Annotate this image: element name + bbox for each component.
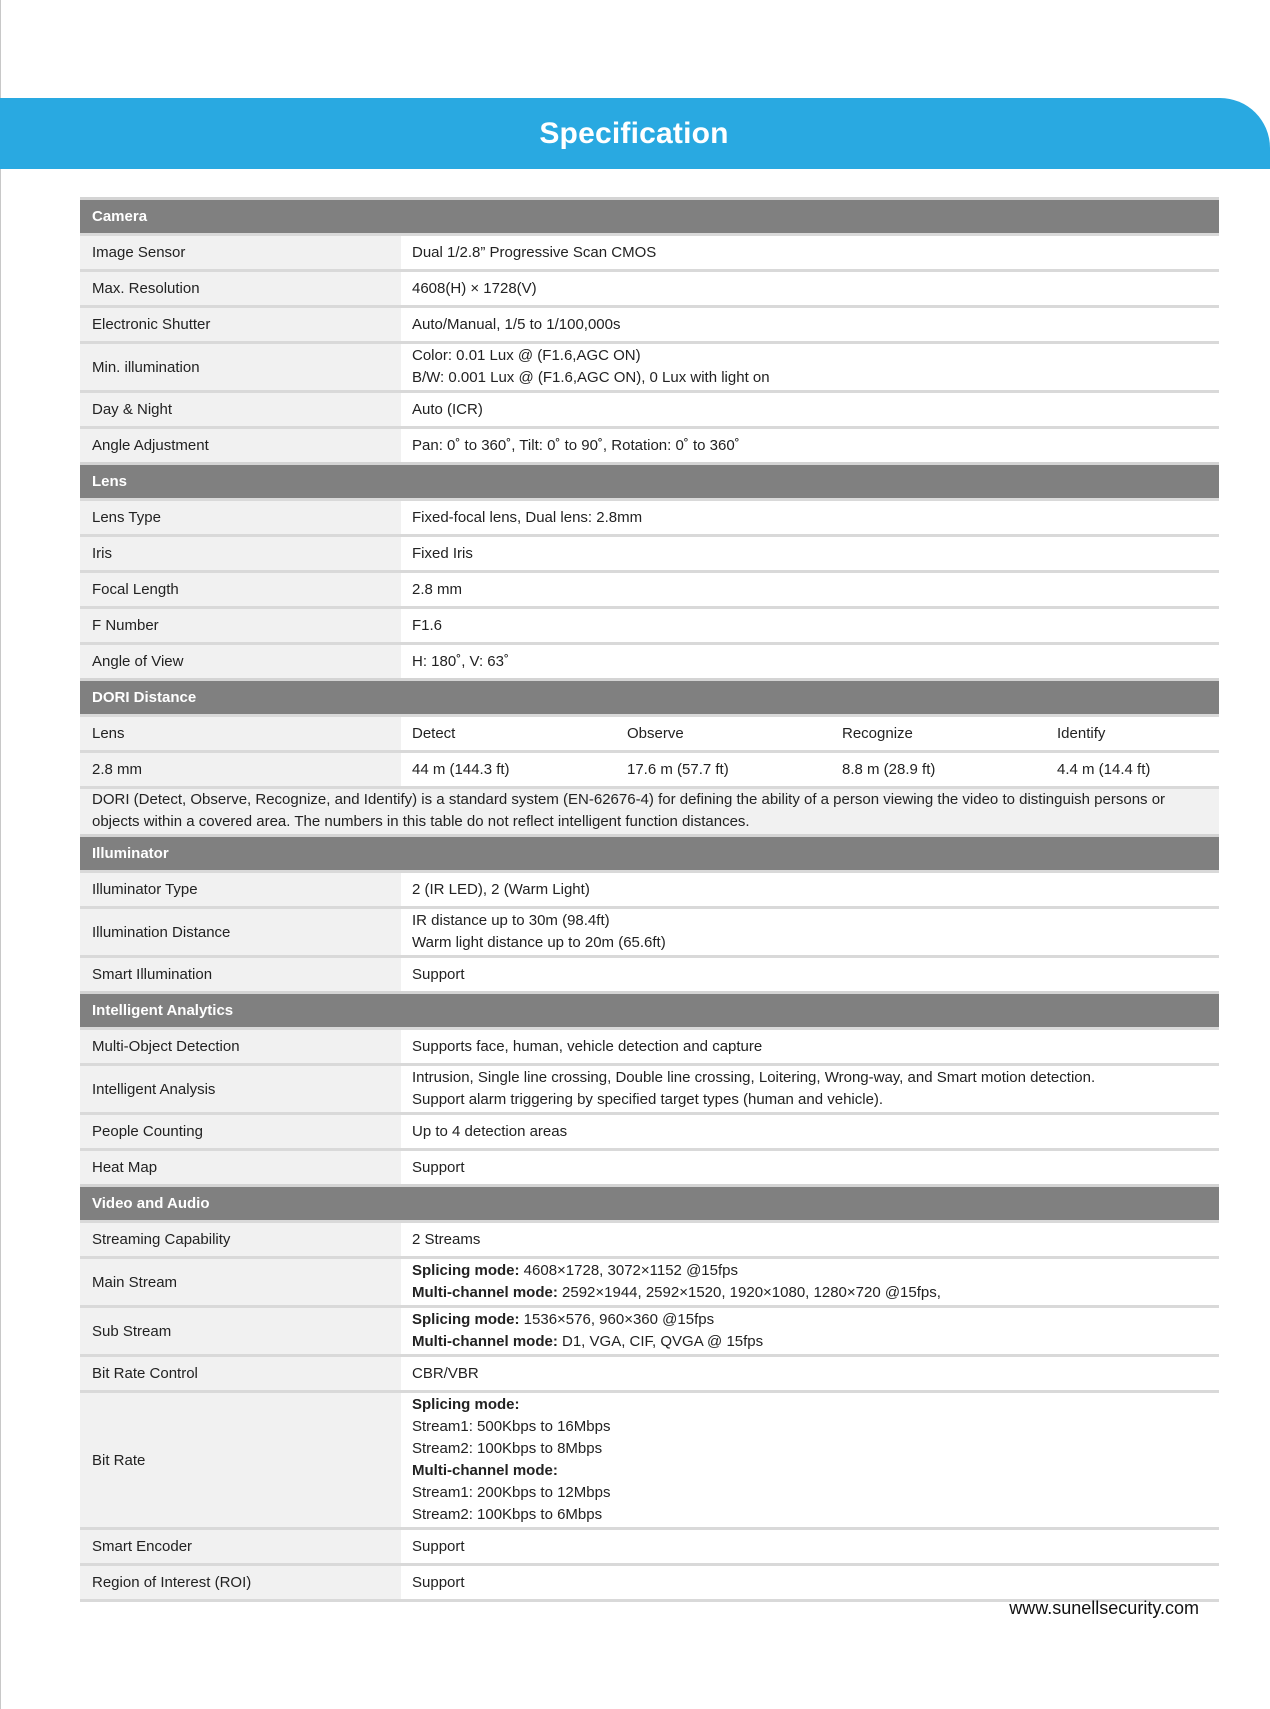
spec-value-text: 2592×1944, 2592×1520, 1920×1080, 1280×720 @15fps, xyxy=(557,1284,941,1301)
spec-row-bit-rate xyxy=(80,1390,1219,1527)
spec-value-line xyxy=(412,1282,1219,1304)
spec-value-line xyxy=(412,1089,1219,1111)
spec-value xyxy=(401,1115,1219,1148)
spec-value-line xyxy=(412,345,1219,367)
spec-value-text: Auto (ICR) xyxy=(412,400,483,418)
spec-value-line xyxy=(412,1416,1219,1438)
spec-value xyxy=(401,429,1219,462)
spec-value-text: H: 180˚, V: 63˚ xyxy=(412,652,509,670)
dori-cell: Identify xyxy=(1057,725,1106,742)
spec-value-line xyxy=(412,1067,1219,1089)
spec-value-text: Color: 0.01 Lux @ (F1.6,AGC ON) xyxy=(412,347,641,364)
dori-data-row xyxy=(80,750,1219,786)
section-header-intelligent-analytics: Intelligent Analytics xyxy=(80,991,1219,1027)
spec-value-text: Support xyxy=(412,1158,465,1176)
spec-value-text: Support xyxy=(412,1537,465,1555)
spec-value-bold: Splicing mode: xyxy=(412,1311,520,1328)
spec-value-text: 4608(H) × 1728(V) xyxy=(412,279,537,297)
spec-label: People Counting xyxy=(80,1115,401,1148)
spec-row-people-counting xyxy=(80,1112,1219,1148)
spec-value-line xyxy=(412,964,1219,986)
spec-value-line xyxy=(412,278,1219,300)
spec-value-text: Intrusion, Single line crossing, Double line crossing, Loitering, Wrong-way, and Smart motion detection. xyxy=(412,1069,1096,1086)
spec-row-main-stream xyxy=(80,1256,1219,1305)
spec-value-text: D1, VGA, CIF, QVGA @ 15fps xyxy=(557,1333,764,1350)
spec-row-max-resolution xyxy=(80,269,1219,305)
spec-value-text: Warm light distance up to 20m (65.6ft) xyxy=(412,934,666,951)
spec-banner xyxy=(0,98,1270,169)
spec-value xyxy=(401,344,1219,390)
spec-label: Main Stream xyxy=(80,1259,401,1305)
spec-value xyxy=(401,645,1219,678)
spec-value xyxy=(401,308,1219,341)
spec-row-multi-object-detection xyxy=(80,1027,1219,1063)
dori-cell: 44 m (144.3 ft) xyxy=(412,761,510,778)
spec-value-line xyxy=(412,1229,1219,1251)
dori-cell: 2.8 mm xyxy=(80,753,401,786)
spec-label: Angle of View xyxy=(80,645,401,678)
spec-label: Intelligent Analysis xyxy=(80,1066,401,1112)
spec-value-line xyxy=(412,1121,1219,1143)
spec-value-line xyxy=(412,1438,1219,1460)
spec-value xyxy=(401,1308,1219,1354)
spec-value-text: Fixed Iris xyxy=(412,544,473,562)
spec-label: Bit Rate xyxy=(80,1393,401,1527)
spec-row-streaming-capability xyxy=(80,1220,1219,1256)
spec-value-line xyxy=(412,1460,1219,1482)
spec-label: Min. illumination xyxy=(80,344,401,390)
spec-label: Region of Interest (ROI) xyxy=(80,1566,401,1599)
section-header-lens: Lens xyxy=(80,462,1219,498)
spec-row-focal-length xyxy=(80,570,1219,606)
spec-value-line xyxy=(412,1260,1219,1282)
spec-label: Angle Adjustment xyxy=(80,429,401,462)
spec-value-bold: Multi-channel mode: xyxy=(412,1462,558,1479)
spec-value-line xyxy=(412,910,1219,932)
spec-value-text: Pan: 0˚ to 360˚, Tilt: 0˚ to 90˚, Rotation: 0˚ to 360˚ xyxy=(412,436,740,454)
dori-cell: 4.4 m (14.4 ft) xyxy=(1057,761,1151,778)
section-header-dori-distance: DORI Distance xyxy=(80,678,1219,714)
spec-value xyxy=(401,1151,1219,1184)
spec-value xyxy=(401,1393,1219,1527)
spec-label: Image Sensor xyxy=(80,236,401,269)
spec-value-text: Supports face, human, vehicle detection and capture xyxy=(412,1037,763,1055)
page-edge xyxy=(0,0,1,1709)
spec-row-day-night xyxy=(80,390,1219,426)
spec-value-text: F1.6 xyxy=(412,616,443,634)
spec-value-bold: Splicing mode: xyxy=(412,1396,520,1413)
spec-value xyxy=(401,573,1219,606)
dori-cell: 8.8 m (28.9 ft) xyxy=(842,761,936,778)
spec-label: Iris xyxy=(80,537,401,570)
spec-row-iris xyxy=(80,534,1219,570)
spec-value xyxy=(401,1223,1219,1256)
spec-row-image-sensor xyxy=(80,233,1219,269)
spec-value-text: Stream2: 100Kbps to 6Mbps xyxy=(412,1506,603,1523)
spec-value-text: Dual 1/2.8” Progressive Scan CMOS xyxy=(412,243,657,261)
spec-value-line xyxy=(412,399,1219,421)
spec-value xyxy=(401,501,1219,534)
spec-row-bit-rate-control xyxy=(80,1354,1219,1390)
spec-label: Focal Length xyxy=(80,573,401,606)
spec-value-line xyxy=(412,932,1219,954)
spec-value-line xyxy=(412,615,1219,637)
spec-row-region-of-interest-roi xyxy=(80,1563,1219,1602)
spec-value xyxy=(401,873,1219,906)
spec-value-line xyxy=(412,1036,1219,1058)
spec-value-text: CBR/VBR xyxy=(412,1364,479,1382)
spec-value-bold: Multi-channel mode: xyxy=(412,1284,558,1301)
spec-value-text: Up to 4 detection areas xyxy=(412,1122,568,1140)
spec-row-electronic-shutter xyxy=(80,305,1219,341)
spec-label: Smart Encoder xyxy=(80,1530,401,1563)
spec-label: Illumination Distance xyxy=(80,909,401,955)
spec-row-smart-illumination xyxy=(80,955,1219,991)
spec-label: Bit Rate Control xyxy=(80,1357,401,1390)
spec-value xyxy=(401,537,1219,570)
spec-value-text: Support xyxy=(412,1573,465,1591)
spec-value-text: 1536×576, 960×360 @15fps xyxy=(519,1311,715,1328)
spec-value-text: Support xyxy=(412,965,465,983)
spec-value-text: Auto/Manual, 1/5 to 1/100,000s xyxy=(412,315,621,333)
spec-row-illuminator-type xyxy=(80,870,1219,906)
spec-value xyxy=(401,1259,1219,1305)
spec-value-line xyxy=(412,242,1219,264)
spec-value-text: 2 Streams xyxy=(412,1230,481,1248)
website-link[interactable]: www.sunellsecurity.com xyxy=(1009,1598,1199,1618)
dori-note: DORI (Detect, Observe, Recognize, and Identify) is a standard system (EN-62676-4) for defining the ability of a person viewing the video to distinguish persons or objects within a covered area. The numbers in this table do not reflect intelligent function distances. xyxy=(80,786,1219,834)
dori-cell: Recognize xyxy=(842,725,913,742)
spec-row-intelligent-analysis xyxy=(80,1063,1219,1112)
section-header-illuminator: Illuminator xyxy=(80,834,1219,870)
spec-value xyxy=(401,1030,1219,1063)
page-title: Specification xyxy=(539,116,729,150)
spec-value-line xyxy=(412,507,1219,529)
spec-value-text: Support alarm triggering by specified target types (human and vehicle). xyxy=(412,1091,884,1108)
spec-value-line xyxy=(412,1482,1219,1504)
spec-value-bold: Multi-channel mode: xyxy=(412,1333,558,1350)
spec-value-line xyxy=(412,579,1219,601)
spec-value-line xyxy=(412,1331,1219,1353)
spec-value-line xyxy=(412,1572,1219,1594)
spec-value xyxy=(401,1066,1219,1112)
spec-value-line xyxy=(412,1394,1219,1416)
spec-value-text: IR distance up to 30m (98.4ft) xyxy=(412,912,610,929)
spec-row-min-illumination xyxy=(80,341,1219,390)
spec-row-illumination-distance xyxy=(80,906,1219,955)
spec-row-lens-type xyxy=(80,498,1219,534)
spec-label: Max. Resolution xyxy=(80,272,401,305)
spec-value-line xyxy=(412,435,1219,457)
spec-value-line xyxy=(412,879,1219,901)
spec-value-text: 2.8 mm xyxy=(412,580,463,598)
dori-cell: Observe xyxy=(627,725,684,742)
spec-value-line xyxy=(412,1157,1219,1179)
spec-label: Smart Illumination xyxy=(80,958,401,991)
spec-row-f-number xyxy=(80,606,1219,642)
spec-label: Illuminator Type xyxy=(80,873,401,906)
spec-row-sub-stream xyxy=(80,1305,1219,1354)
spec-value-line xyxy=(412,543,1219,565)
spec-value xyxy=(401,909,1219,955)
spec-label: Sub Stream xyxy=(80,1308,401,1354)
spec-value-line xyxy=(412,1536,1219,1558)
spec-value-text: 2 (IR LED), 2 (Warm Light) xyxy=(412,880,590,898)
spec-label: Day & Night xyxy=(80,393,401,426)
dori-cell: 17.6 m (57.7 ft) xyxy=(627,761,729,778)
spec-value-text: B/W: 0.001 Lux @ (F1.6,AGC ON), 0 Lux with light on xyxy=(412,369,770,386)
spec-value-line xyxy=(412,367,1219,389)
dori-values xyxy=(401,753,1261,786)
spec-row-heat-map xyxy=(80,1148,1219,1184)
spec-value-text: Stream2: 100Kbps to 8Mbps xyxy=(412,1440,603,1457)
spec-value-text: Fixed-focal lens, Dual lens: 2.8mm xyxy=(412,508,643,526)
spec-value xyxy=(401,958,1219,991)
spec-value xyxy=(401,1357,1219,1390)
spec-label: Heat Map xyxy=(80,1151,401,1184)
dori-header-row xyxy=(80,714,1219,750)
section-header-video-and-audio: Video and Audio xyxy=(80,1184,1219,1220)
spec-table xyxy=(80,197,1219,1602)
spec-value-line xyxy=(412,1504,1219,1526)
spec-value-text: 4608×1728, 3072×1152 @15fps xyxy=(519,1262,738,1279)
spec-row-angle-adjustment xyxy=(80,426,1219,462)
spec-value-line xyxy=(412,1309,1219,1331)
spec-value-text: Stream1: 500Kbps to 16Mbps xyxy=(412,1418,611,1435)
spec-row-smart-encoder xyxy=(80,1527,1219,1563)
spec-label: Streaming Capability xyxy=(80,1223,401,1256)
section-header-camera: Camera xyxy=(80,197,1219,233)
spec-row-angle-of-view xyxy=(80,642,1219,678)
spec-value xyxy=(401,393,1219,426)
dori-values xyxy=(401,717,1261,750)
dori-cell: Lens xyxy=(80,717,401,750)
spec-label: Electronic Shutter xyxy=(80,308,401,341)
spec-value-line xyxy=(412,1363,1219,1385)
spec-value-line xyxy=(412,651,1219,673)
spec-label: F Number xyxy=(80,609,401,642)
spec-value-bold: Splicing mode: xyxy=(412,1262,520,1279)
spec-value xyxy=(401,1566,1219,1599)
spec-value-line xyxy=(412,314,1219,336)
dori-cell: Detect xyxy=(412,725,456,742)
spec-value xyxy=(401,236,1219,269)
spec-value xyxy=(401,272,1219,305)
spec-value xyxy=(401,1530,1219,1563)
spec-label: Lens Type xyxy=(80,501,401,534)
spec-label: Multi-Object Detection xyxy=(80,1030,401,1063)
spec-value xyxy=(401,609,1219,642)
spec-value-text: Stream1: 200Kbps to 12Mbps xyxy=(412,1484,611,1501)
